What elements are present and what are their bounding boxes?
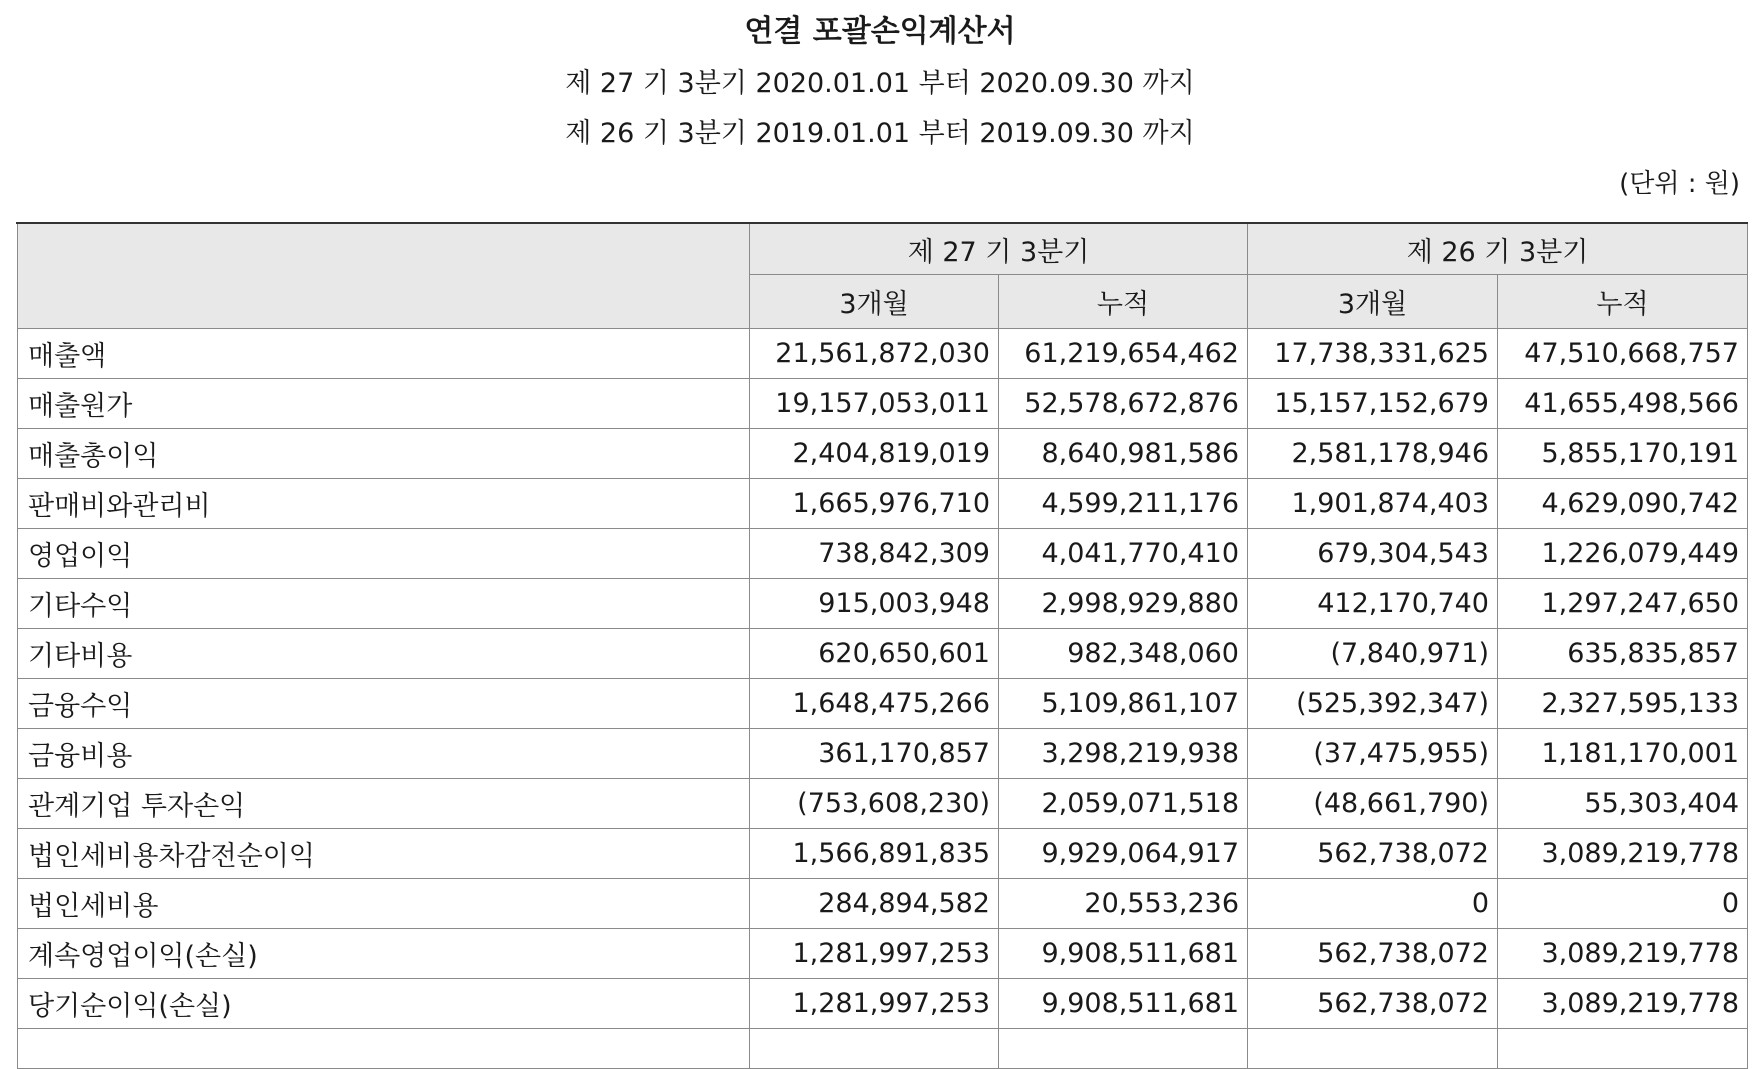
empty-cell — [750, 1029, 999, 1069]
value-cell: 61,219,654,462 — [999, 329, 1248, 379]
row-label: 금융수익 — [18, 679, 750, 729]
row-label: 금융비용 — [18, 729, 750, 779]
value-cell: 0 — [1498, 879, 1748, 929]
value-cell: 562,738,072 — [1248, 929, 1498, 979]
value-cell: 562,738,072 — [1248, 829, 1498, 879]
table-row — [18, 629, 1748, 679]
value-cell: 982,348,060 — [999, 629, 1248, 679]
value-cell: 8,640,981,586 — [999, 429, 1248, 479]
value-cell: 21,561,872,030 — [750, 329, 999, 379]
header-group-current: 제 27 기 3분기 — [750, 224, 1248, 275]
table-row — [18, 779, 1748, 829]
table-row — [18, 579, 1748, 629]
value-cell: 738,842,309 — [750, 529, 999, 579]
value-cell: 361,170,857 — [750, 729, 999, 779]
header-prior-cumulative: 누적 — [1498, 275, 1748, 329]
value-cell: 15,157,152,679 — [1248, 379, 1498, 429]
value-cell: (37,475,955) — [1248, 729, 1498, 779]
value-cell: 3,089,219,778 — [1498, 979, 1748, 1029]
value-cell: 1,281,997,253 — [750, 979, 999, 1029]
value-cell: 2,327,595,133 — [1498, 679, 1748, 729]
table-row — [18, 929, 1748, 979]
value-cell: 9,908,511,681 — [999, 929, 1248, 979]
value-cell: 620,650,601 — [750, 629, 999, 679]
table-row — [18, 729, 1748, 779]
value-cell: 1,648,475,266 — [750, 679, 999, 729]
row-label: 매출원가 — [18, 379, 750, 429]
table-row — [18, 329, 1748, 379]
unit-label: (단위 : 원) — [1619, 169, 1740, 199]
value-cell: (753,608,230) — [750, 779, 999, 829]
row-label: 판매비와관리비 — [18, 479, 750, 529]
period-prior: 제 26 기 3분기 2019.01.01 부터 2019.09.30 까지 — [565, 118, 1195, 149]
value-cell: 635,835,857 — [1498, 629, 1748, 679]
value-cell: 915,003,948 — [750, 579, 999, 629]
table-row — [18, 529, 1748, 579]
value-cell: 1,566,891,835 — [750, 829, 999, 879]
value-cell: 0 — [1248, 879, 1498, 929]
value-cell: 20,553,236 — [999, 879, 1248, 929]
value-cell: 1,901,874,403 — [1248, 479, 1498, 529]
empty-cell — [999, 1029, 1248, 1069]
header-group-prior: 제 26 기 3분기 — [1248, 224, 1748, 275]
value-cell: 1,281,997,253 — [750, 929, 999, 979]
row-label: 당기순이익(손실) — [18, 979, 750, 1029]
row-label: 기타비용 — [18, 629, 750, 679]
value-cell: 1,665,976,710 — [750, 479, 999, 529]
table-row — [18, 479, 1748, 529]
statement-title: 연결 포괄손익계산서 — [744, 14, 1016, 49]
value-cell: 4,629,090,742 — [1498, 479, 1748, 529]
row-label: 매출액 — [18, 329, 750, 379]
value-cell: 1,226,079,449 — [1498, 529, 1748, 579]
value-cell: 41,655,498,566 — [1498, 379, 1748, 429]
value-cell: (525,392,347) — [1248, 679, 1498, 729]
value-cell: 5,855,170,191 — [1498, 429, 1748, 479]
value-cell: 5,109,861,107 — [999, 679, 1248, 729]
header-row-groups — [18, 224, 1748, 275]
table-row — [18, 379, 1748, 429]
row-label: 기타수익 — [18, 579, 750, 629]
value-cell: 17,738,331,625 — [1248, 329, 1498, 379]
value-cell: 2,404,819,019 — [750, 429, 999, 479]
table-body — [18, 329, 1748, 1069]
income-statement-table — [17, 223, 1748, 1069]
header-current-cumulative: 누적 — [999, 275, 1248, 329]
table-top-border — [16, 222, 1748, 224]
value-cell: 4,041,770,410 — [999, 529, 1248, 579]
value-cell: 52,578,672,876 — [999, 379, 1248, 429]
value-cell: 679,304,543 — [1248, 529, 1498, 579]
value-cell: 55,303,404 — [1498, 779, 1748, 829]
row-label: 영업이익 — [18, 529, 750, 579]
value-cell: (7,840,971) — [1248, 629, 1498, 679]
table-row — [18, 829, 1748, 879]
value-cell: 9,908,511,681 — [999, 979, 1248, 1029]
value-cell: 284,894,582 — [750, 879, 999, 929]
value-cell: 3,089,219,778 — [1498, 829, 1748, 879]
value-cell: 412,170,740 — [1248, 579, 1498, 629]
row-label: 법인세비용차감전순이익 — [18, 829, 750, 879]
empty-cell — [1498, 1029, 1748, 1069]
empty-cell — [18, 1029, 750, 1069]
value-cell: 47,510,668,757 — [1498, 329, 1748, 379]
header-prior-3months: 3개월 — [1248, 275, 1498, 329]
period-current: 제 27 기 3분기 2020.01.01 부터 2020.09.30 까지 — [565, 68, 1195, 99]
empty-cell — [1248, 1029, 1498, 1069]
header-account-cell — [18, 224, 750, 329]
value-cell: 2,581,178,946 — [1248, 429, 1498, 479]
value-cell: 3,089,219,778 — [1498, 929, 1748, 979]
value-cell: 9,929,064,917 — [999, 829, 1248, 879]
value-cell: 562,738,072 — [1248, 979, 1498, 1029]
header-current-3months: 3개월 — [750, 275, 999, 329]
table-row — [18, 879, 1748, 929]
row-label: 계속영업이익(손실) — [18, 929, 750, 979]
table-row-cut-off — [18, 1029, 1748, 1069]
table-row — [18, 429, 1748, 479]
table-row — [18, 979, 1748, 1029]
value-cell: (48,661,790) — [1248, 779, 1498, 829]
row-label: 법인세비용 — [18, 879, 750, 929]
value-cell: 2,998,929,880 — [999, 579, 1248, 629]
table-row — [18, 679, 1748, 729]
value-cell: 1,297,247,650 — [1498, 579, 1748, 629]
value-cell: 1,181,170,001 — [1498, 729, 1748, 779]
row-label: 관계기업 투자손익 — [18, 779, 750, 829]
value-cell: 2,059,071,518 — [999, 779, 1248, 829]
row-label: 매출총이익 — [18, 429, 750, 479]
value-cell: 3,298,219,938 — [999, 729, 1248, 779]
value-cell: 19,157,053,011 — [750, 379, 999, 429]
value-cell: 4,599,211,176 — [999, 479, 1248, 529]
